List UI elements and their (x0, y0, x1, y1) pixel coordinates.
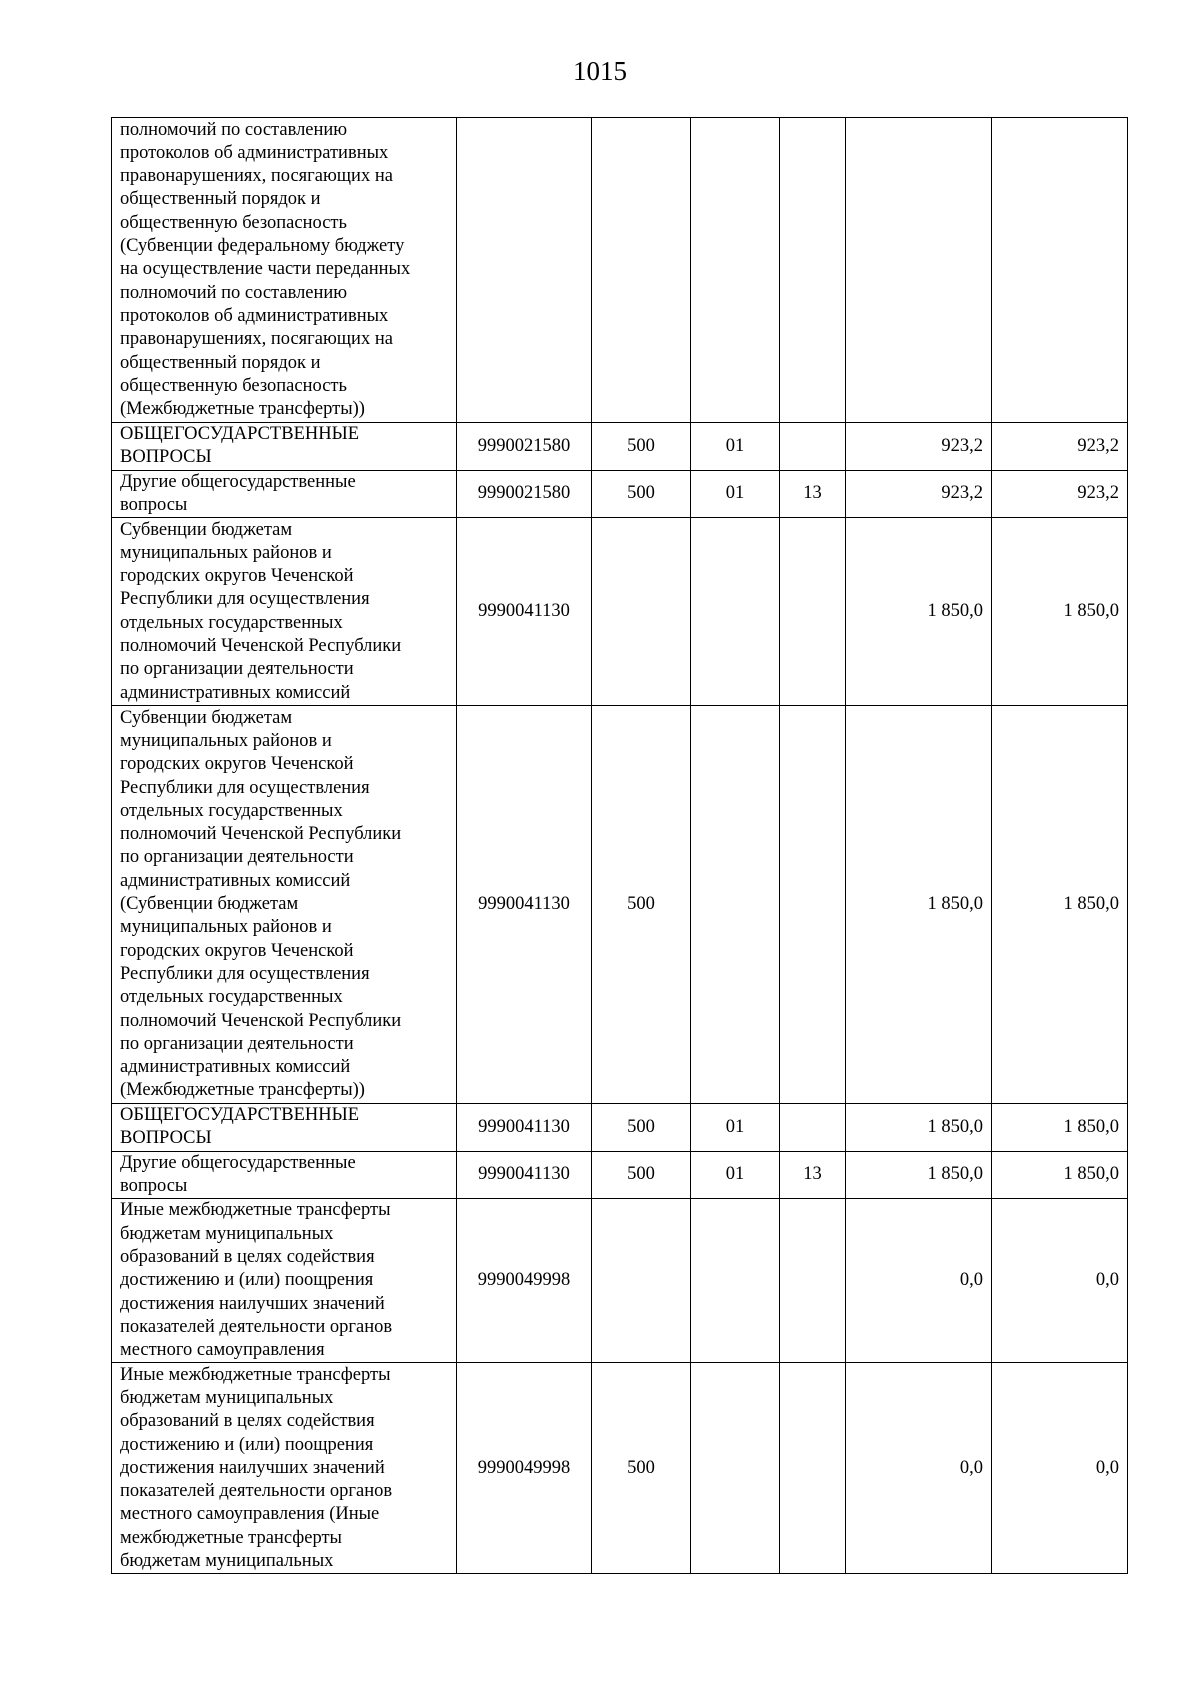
subsection-cell (780, 1104, 846, 1152)
sum-2-cell: 0,0 (992, 1199, 1128, 1363)
table-row (112, 706, 1128, 1104)
subsection-cell: 13 (780, 1151, 846, 1199)
expense-type-cell (592, 118, 691, 423)
sum-1-cell: 1 850,0 (846, 706, 992, 1104)
subsection-cell (780, 1363, 846, 1574)
table-row (112, 1363, 1128, 1574)
target-code-cell: 9990041130 (457, 1104, 592, 1152)
subsection-cell (780, 1199, 846, 1363)
sum-1-cell: 923,2 (846, 423, 992, 471)
row-name: Субвенции бюджетам муниципальных районов и городских округов Чеченской Республики для осуществления отдельных государственных полномочий Чеченской Республики по организации деятельности административных комиссий (112, 518, 457, 706)
target-code-cell: 9990049998 (457, 1199, 592, 1363)
sum-1-cell: 1 850,0 (846, 518, 992, 706)
sum-1-cell: 1 850,0 (846, 1104, 992, 1152)
table-row (112, 118, 1128, 423)
section-cell (691, 706, 780, 1104)
sum-2-cell: 0,0 (992, 1363, 1128, 1574)
row-name: ОБЩЕГОСУДАРСТВЕННЫЕ ВОПРОСЫ (112, 423, 457, 471)
expense-type-cell: 500 (592, 423, 691, 471)
table-row (112, 1199, 1128, 1363)
section-cell: 01 (691, 1104, 780, 1152)
table-row (112, 423, 1128, 471)
target-code-cell: 9990021580 (457, 470, 592, 518)
table-row (112, 518, 1128, 706)
sum-2-cell: 1 850,0 (992, 1151, 1128, 1199)
section-cell: 01 (691, 1151, 780, 1199)
target-code-cell (457, 118, 592, 423)
table-row (112, 1104, 1128, 1152)
section-cell (691, 518, 780, 706)
row-name: ОБЩЕГОСУДАРСТВЕННЫЕ ВОПРОСЫ (112, 1104, 457, 1152)
target-code-cell: 9990041130 (457, 518, 592, 706)
sum-2-cell: 1 850,0 (992, 706, 1128, 1104)
sum-2-cell: 1 850,0 (992, 518, 1128, 706)
table-row (112, 1151, 1128, 1199)
subsection-cell (780, 706, 846, 1104)
sum-2-cell: 923,2 (992, 470, 1128, 518)
row-name: полномочий по составлению протоколов об административных правонарушениях, посягающих на общественный порядок и общественную безопасность (Субвенции федеральному бюджету на осуществление части переданных полномочий по составлению протоколов об административных правонарушениях, посягающих на общественный порядок и общественную безопасность (Межбюджетные трансферты)) (112, 118, 457, 423)
target-code-cell: 9990049998 (457, 1363, 592, 1574)
expense-type-cell: 500 (592, 470, 691, 518)
sum-1-cell: 923,2 (846, 470, 992, 518)
expense-type-cell: 500 (592, 706, 691, 1104)
target-code-cell: 9990041130 (457, 706, 592, 1104)
target-code-cell: 9990041130 (457, 1151, 592, 1199)
row-name: Иные межбюджетные трансферты бюджетам муниципальных образований в целях содействия достижению и (или) поощрения достижения наилучших значений показателей деятельности органов местного самоуправления (112, 1199, 457, 1363)
section-cell: 01 (691, 470, 780, 518)
subsection-cell (780, 118, 846, 423)
sum-2-cell: 923,2 (992, 423, 1128, 471)
row-name: Субвенции бюджетам муниципальных районов и городских округов Чеченской Республики для осуществления отдельных государственных полномочий Чеченской Республики по организации деятельности административных комиссий (Субвенции бюджетам муниципальных районов и городских округов Чеченской Республики для осуществления отдельных государственных полномочий Чеченской Республики по организации деятельности административных комиссий (Межбюджетные трансферты)) (112, 706, 457, 1104)
subsection-cell: 13 (780, 470, 846, 518)
target-code-cell: 9990021580 (457, 423, 592, 471)
sum-2-cell (992, 118, 1128, 423)
expense-type-cell (592, 518, 691, 706)
expense-type-cell: 500 (592, 1151, 691, 1199)
expense-type-cell: 500 (592, 1104, 691, 1152)
section-cell (691, 1199, 780, 1363)
sum-1-cell (846, 118, 992, 423)
page-number: 1015 (573, 56, 627, 86)
row-name: Другие общегосударственные вопросы (112, 1151, 457, 1199)
section-cell (691, 118, 780, 423)
row-name: Иные межбюджетные трансферты бюджетам муниципальных образований в целях содействия достижению и (или) поощрения достижения наилучших значений показателей деятельности органов местного самоуправления (Иные межбюджетные трансферты бюджетам муниципальных (112, 1363, 457, 1574)
sum-1-cell: 1 850,0 (846, 1151, 992, 1199)
sum-1-cell: 0,0 (846, 1363, 992, 1574)
sum-2-cell: 1 850,0 (992, 1104, 1128, 1152)
budget-table (111, 117, 1128, 1574)
row-name: Другие общегосударственные вопросы (112, 470, 457, 518)
table-row (112, 470, 1128, 518)
section-cell (691, 1363, 780, 1574)
section-cell: 01 (691, 423, 780, 471)
subsection-cell (780, 423, 846, 471)
subsection-cell (780, 518, 846, 706)
expense-type-cell (592, 1199, 691, 1363)
sum-1-cell: 0,0 (846, 1199, 992, 1363)
expense-type-cell: 500 (592, 1363, 691, 1574)
